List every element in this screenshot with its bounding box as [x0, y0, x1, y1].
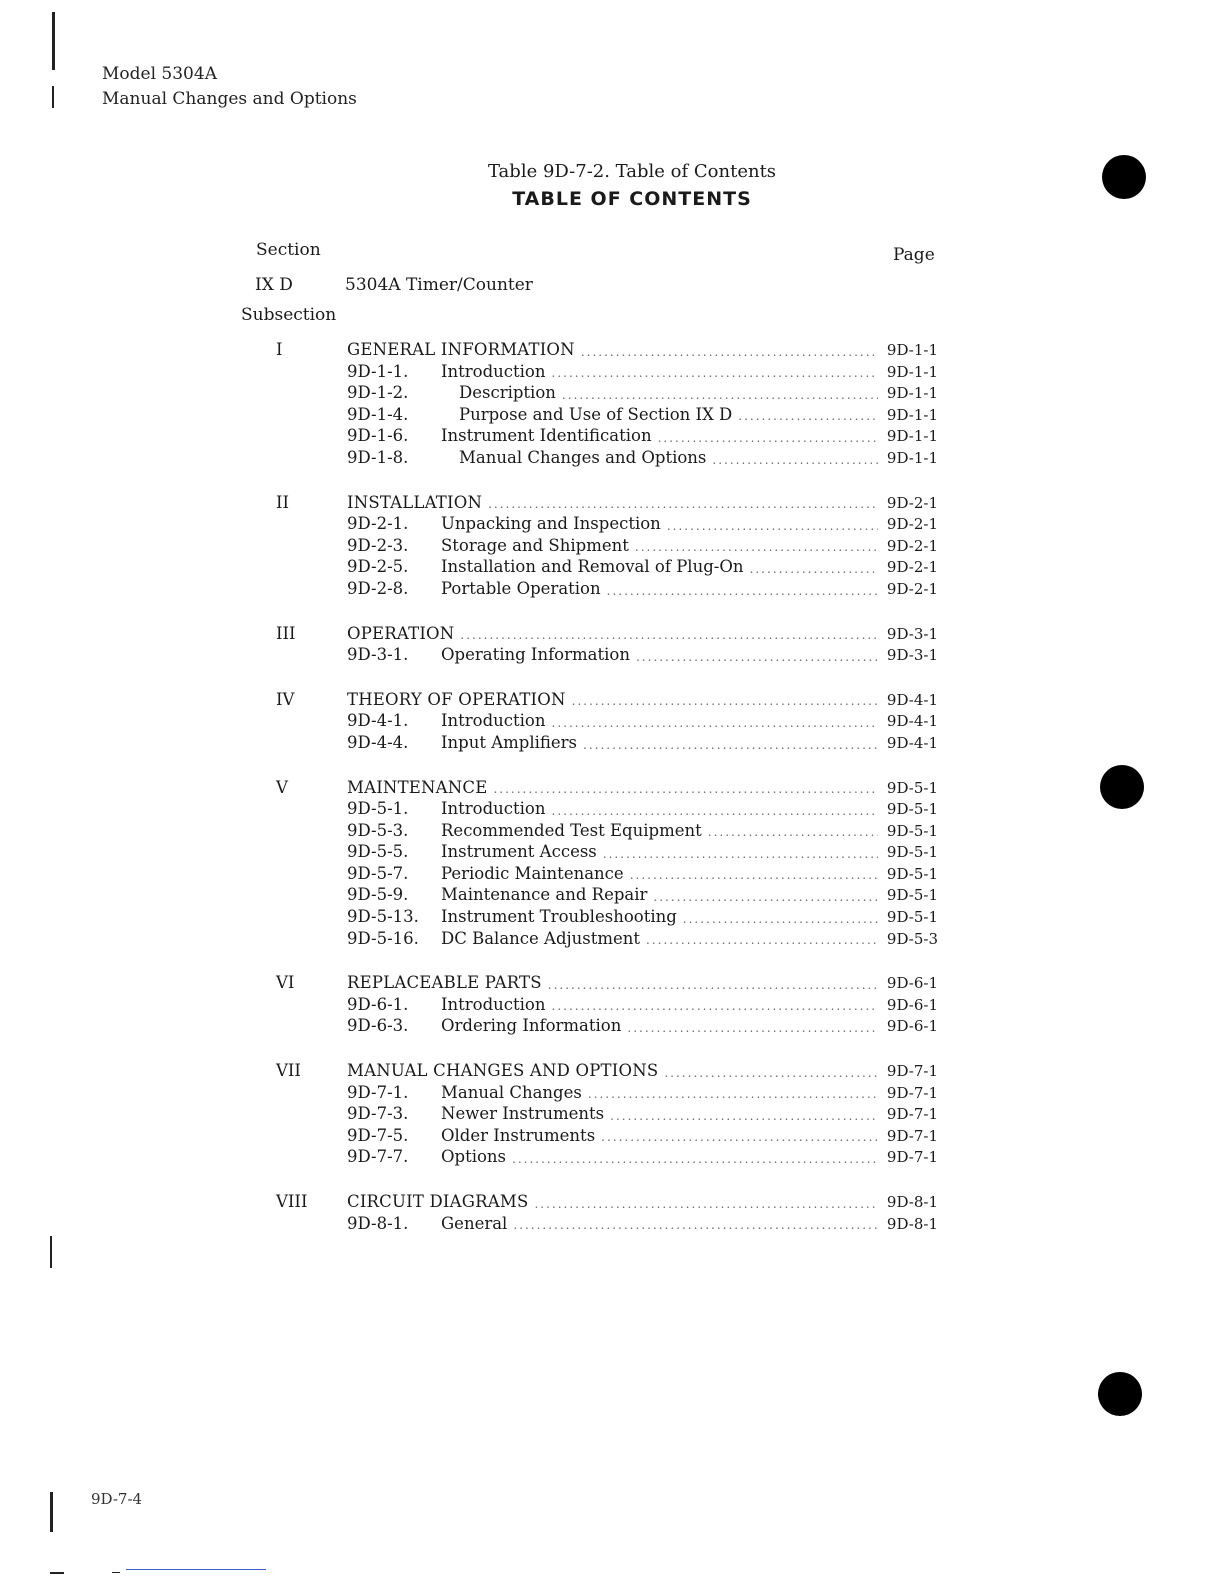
entry-code: 9D-4-1. — [347, 711, 409, 731]
entry-page: 9D-5-1 — [886, 843, 938, 862]
entry-code: 9D-7-7. — [347, 1147, 409, 1167]
entry-code: 9D-3-1. — [347, 645, 409, 665]
dot-leader — [630, 868, 878, 885]
toc-group — [270, 493, 938, 601]
entry-title: Periodic Maintenance — [441, 863, 624, 883]
dot-leader — [603, 847, 878, 864]
entry-code: 9D-2-3. — [347, 535, 409, 555]
entry-page: 9D-6-1 — [886, 995, 938, 1014]
dot-leader — [562, 388, 878, 405]
subsection-title: MANUAL CHANGES AND OPTIONS — [347, 1061, 659, 1081]
toc-entry-row — [270, 1214, 938, 1236]
toc-group — [270, 690, 938, 755]
toc-entry-row — [270, 799, 938, 821]
dot-leader — [646, 933, 878, 950]
entry-page: 9D-2-1 — [886, 536, 938, 555]
toc-entry-row — [270, 405, 938, 427]
entry-code: 9D-8-1. — [347, 1213, 409, 1233]
entry-page: 9D-5-1 — [886, 886, 938, 905]
toc-entry-row — [270, 842, 938, 864]
entry-code: 9D-6-1. — [347, 994, 409, 1014]
entry-title: Purpose and Use of Section IX D — [459, 404, 733, 424]
section-column-label: Section — [256, 240, 321, 260]
entry-page: 9D-1-1 — [886, 448, 938, 467]
dot-leader — [548, 978, 878, 995]
subsection-title: THEORY OF OPERATION — [347, 689, 566, 709]
dot-leader — [512, 1152, 878, 1169]
entry-code: 9D-5-9. — [347, 885, 409, 905]
entry-code: 9D-5-3. — [347, 820, 409, 840]
dot-leader — [513, 1218, 878, 1235]
entry-page: 9D-2-1 — [886, 579, 938, 598]
toc-entry-row — [270, 579, 938, 601]
toc-subsection-row — [270, 1192, 938, 1214]
subsection-number: IV — [276, 689, 295, 709]
dot-leader — [636, 650, 878, 667]
subsection-number: II — [276, 492, 290, 512]
toc-entry-row — [270, 929, 938, 951]
subsection-title: REPLACEABLE PARTS — [347, 973, 542, 993]
toc-entry-row — [270, 885, 938, 907]
entry-title: General — [441, 1213, 508, 1233]
entry-page: 9D-8-1 — [886, 1214, 938, 1233]
entry-page: 9D-6-1 — [886, 1017, 938, 1036]
entry-page: 9D-1-1 — [886, 384, 938, 403]
toc-group — [270, 973, 938, 1038]
toc-subsection-row — [270, 624, 938, 646]
dot-leader — [658, 431, 878, 448]
subsection-page: 9D-5-1 — [886, 778, 938, 797]
entry-code: 9D-1-8. — [347, 447, 409, 467]
entry-code: 9D-1-4. — [347, 404, 409, 424]
entry-title: Options — [441, 1147, 507, 1167]
dot-leader — [653, 890, 878, 907]
toc-group — [270, 1192, 938, 1235]
dot-leader — [601, 1130, 878, 1147]
entry-page: 9D-1-1 — [886, 427, 938, 446]
dot-leader — [627, 1021, 878, 1038]
toc-entry-row — [270, 383, 938, 405]
punch-hole — [1100, 765, 1144, 809]
entry-code: 9D-7-3. — [347, 1104, 409, 1124]
entry-page: 9D-3-1 — [886, 646, 938, 665]
toc-entry-row — [270, 1104, 938, 1126]
entry-title: Introduction — [441, 711, 546, 731]
entry-title: DC Balance Adjustment — [441, 928, 641, 948]
subsection-page: 9D-2-1 — [886, 493, 938, 512]
dot-leader — [534, 1197, 878, 1214]
subsection-number: VII — [276, 1061, 301, 1081]
scan-edge-mark — [50, 1572, 64, 1574]
entry-code: 9D-1-1. — [347, 361, 409, 381]
dot-leader — [552, 366, 879, 383]
scan-edge-mark — [112, 1572, 120, 1573]
entry-code: 9D-2-8. — [347, 578, 409, 598]
toc-entry-row — [270, 864, 938, 886]
entry-title: Older Instruments — [441, 1125, 596, 1145]
entry-code: 9D-4-4. — [347, 732, 409, 752]
entry-title: Maintenance and Repair — [441, 885, 648, 905]
subsection-number: VIII — [276, 1192, 308, 1211]
entry-page: 9D-2-1 — [886, 558, 938, 577]
subsection-page: 9D-7-1 — [886, 1062, 938, 1081]
toc-subsection-row — [270, 1061, 938, 1083]
dot-leader — [488, 497, 878, 514]
scan-edge-mark — [50, 1492, 53, 1532]
toc-entry-row — [270, 1126, 938, 1148]
toc-entry-row — [270, 426, 938, 448]
punch-hole — [1098, 1372, 1142, 1416]
entry-code: 9D-2-1. — [347, 514, 409, 534]
toc-entry-row — [270, 995, 938, 1017]
toc-entry-row — [270, 733, 938, 755]
toc-entry-row — [270, 1016, 938, 1038]
entry-page: 9D-5-3 — [886, 929, 938, 948]
entry-page: 9D-5-1 — [886, 864, 938, 883]
scan-edge-mark — [52, 12, 55, 70]
entry-title: Ordering Information — [441, 1016, 622, 1036]
entry-title: Operating Information — [441, 645, 630, 665]
entry-page: 9D-1-1 — [886, 405, 938, 424]
toc-group — [270, 624, 938, 667]
subsection-title: INSTALLATION — [347, 492, 483, 512]
entry-title: Description — [459, 383, 556, 403]
entry-page: 9D-1-1 — [886, 362, 938, 381]
entry-page: 9D-4-1 — [886, 712, 938, 731]
dot-leader — [708, 825, 878, 842]
subsection-page: 9D-1-1 — [886, 341, 938, 359]
entry-page: 9D-4-1 — [886, 733, 938, 752]
page-column-label: Page — [893, 245, 935, 265]
entry-code: 9D-1-2. — [347, 383, 409, 403]
entry-code: 9D-1-6. — [347, 426, 409, 446]
subsection-number: V — [276, 777, 288, 797]
entry-title: Manual Changes — [441, 1082, 582, 1102]
toc-entry-row — [270, 1083, 938, 1105]
section-number: IX D — [255, 275, 293, 295]
entry-page: 9D-5-1 — [886, 800, 938, 819]
entry-code: 9D-5-13. — [347, 907, 419, 927]
dot-leader — [552, 716, 879, 733]
entry-code: 9D-6-3. — [347, 1016, 409, 1036]
footer-page-number: 9D-7-4 — [91, 1490, 143, 1508]
entry-page: 9D-7-1 — [886, 1148, 938, 1167]
toc-entry-row — [270, 1147, 938, 1169]
toc-heading: TABLE OF CONTENTS — [512, 188, 752, 210]
toc-entry-row — [270, 711, 938, 733]
subsection-page: 9D-4-1 — [886, 690, 938, 709]
dot-leader — [667, 519, 878, 536]
subsection-number: VI — [276, 973, 295, 993]
entry-code: 9D-2-5. — [347, 557, 409, 577]
entry-title: Newer Instruments — [441, 1104, 605, 1124]
entry-title: Manual Changes and Options — [459, 447, 707, 467]
toc-entry-row — [270, 448, 938, 470]
entry-page: 9D-7-1 — [886, 1126, 938, 1145]
entry-title: Input Amplifiers — [441, 732, 578, 752]
entry-title: Unpacking and Inspection — [441, 514, 661, 534]
table-caption: Table 9D-7-2. Table of Contents — [487, 161, 777, 182]
entry-page: 9D-5-1 — [886, 821, 938, 840]
subsection-number: III — [276, 623, 296, 643]
entry-title: Instrument Access — [441, 842, 597, 862]
entry-page: 9D-7-1 — [886, 1105, 938, 1124]
toc-entry-row — [270, 645, 938, 667]
dot-leader — [683, 912, 878, 929]
subsection-number: I — [276, 340, 283, 359]
dot-leader — [750, 562, 879, 579]
entry-code: 9D-5-16. — [347, 928, 419, 948]
dot-leader — [493, 782, 878, 799]
toc-subsection-row — [270, 340, 938, 362]
header-subtitle: Manual Changes and Options — [102, 89, 357, 109]
dot-leader — [712, 453, 878, 470]
toc-entry-row — [270, 514, 938, 536]
subsection-column-label: Subsection — [241, 305, 337, 325]
dot-leader — [460, 628, 878, 645]
entry-title: Storage and Shipment — [441, 535, 629, 555]
subsection-page: 9D-8-1 — [886, 1193, 938, 1211]
entry-code: 9D-5-5. — [347, 842, 409, 862]
section-title: 5304A Timer/Counter — [345, 275, 533, 295]
punch-hole — [1102, 155, 1146, 199]
subsection-page: 9D-6-1 — [886, 974, 938, 993]
dot-leader — [552, 999, 879, 1016]
entry-page: 9D-2-1 — [886, 515, 938, 534]
dot-leader — [610, 1109, 878, 1126]
section-row — [255, 275, 533, 295]
entry-title: Introduction — [441, 994, 546, 1014]
toc-list — [270, 340, 938, 1258]
subsection-title: GENERAL INFORMATION — [347, 340, 575, 359]
subsection-page: 9D-3-1 — [886, 624, 938, 643]
toc-entry-row — [270, 907, 938, 929]
toc-subsection-row — [270, 778, 938, 800]
toc-subsection-row — [270, 493, 938, 515]
scan-edge-mark — [126, 1569, 266, 1570]
entry-code: 9D-5-7. — [347, 863, 409, 883]
dot-leader — [552, 804, 879, 821]
toc-group — [270, 1061, 938, 1169]
scan-edge-mark — [50, 1236, 52, 1268]
entry-title: Recommended Test Equipment — [441, 820, 702, 840]
toc-group — [270, 778, 938, 951]
entry-code: 9D-7-1. — [347, 1082, 409, 1102]
dot-leader — [635, 540, 878, 557]
toc-subsection-row — [270, 690, 938, 712]
entry-code: 9D-5-1. — [347, 799, 409, 819]
entry-page: 9D-5-1 — [886, 908, 938, 927]
toc-subsection-row — [270, 973, 938, 995]
entry-title: Installation and Removal of Plug-On — [441, 557, 744, 577]
dot-leader — [588, 1087, 878, 1104]
entry-title: Instrument Troubleshooting — [441, 907, 677, 927]
dot-leader — [572, 694, 878, 711]
entry-title: Introduction — [441, 361, 546, 381]
toc-entry-row — [270, 821, 938, 843]
entry-title: Instrument Identification — [441, 426, 652, 446]
dot-leader — [664, 1066, 878, 1083]
toc-entry-row — [270, 362, 938, 384]
entry-code: 9D-7-5. — [347, 1125, 409, 1145]
entry-title: Portable Operation — [441, 578, 601, 598]
dot-leader — [607, 584, 878, 601]
page-header — [102, 62, 357, 112]
subsection-title: MAINTENANCE — [347, 777, 488, 797]
scan-edge-mark — [52, 86, 54, 108]
entry-page: 9D-7-1 — [886, 1083, 938, 1102]
subsection-title: OPERATION — [347, 623, 455, 643]
toc-entry-row — [270, 557, 938, 579]
dot-leader — [738, 409, 878, 426]
subsection-title: CIRCUIT DIAGRAMS — [347, 1192, 529, 1211]
dot-leader — [583, 738, 878, 755]
toc-entry-row — [270, 536, 938, 558]
dot-leader — [581, 345, 878, 362]
header-model: Model 5304A — [102, 64, 217, 84]
entry-title: Introduction — [441, 799, 546, 819]
toc-group — [270, 340, 938, 470]
